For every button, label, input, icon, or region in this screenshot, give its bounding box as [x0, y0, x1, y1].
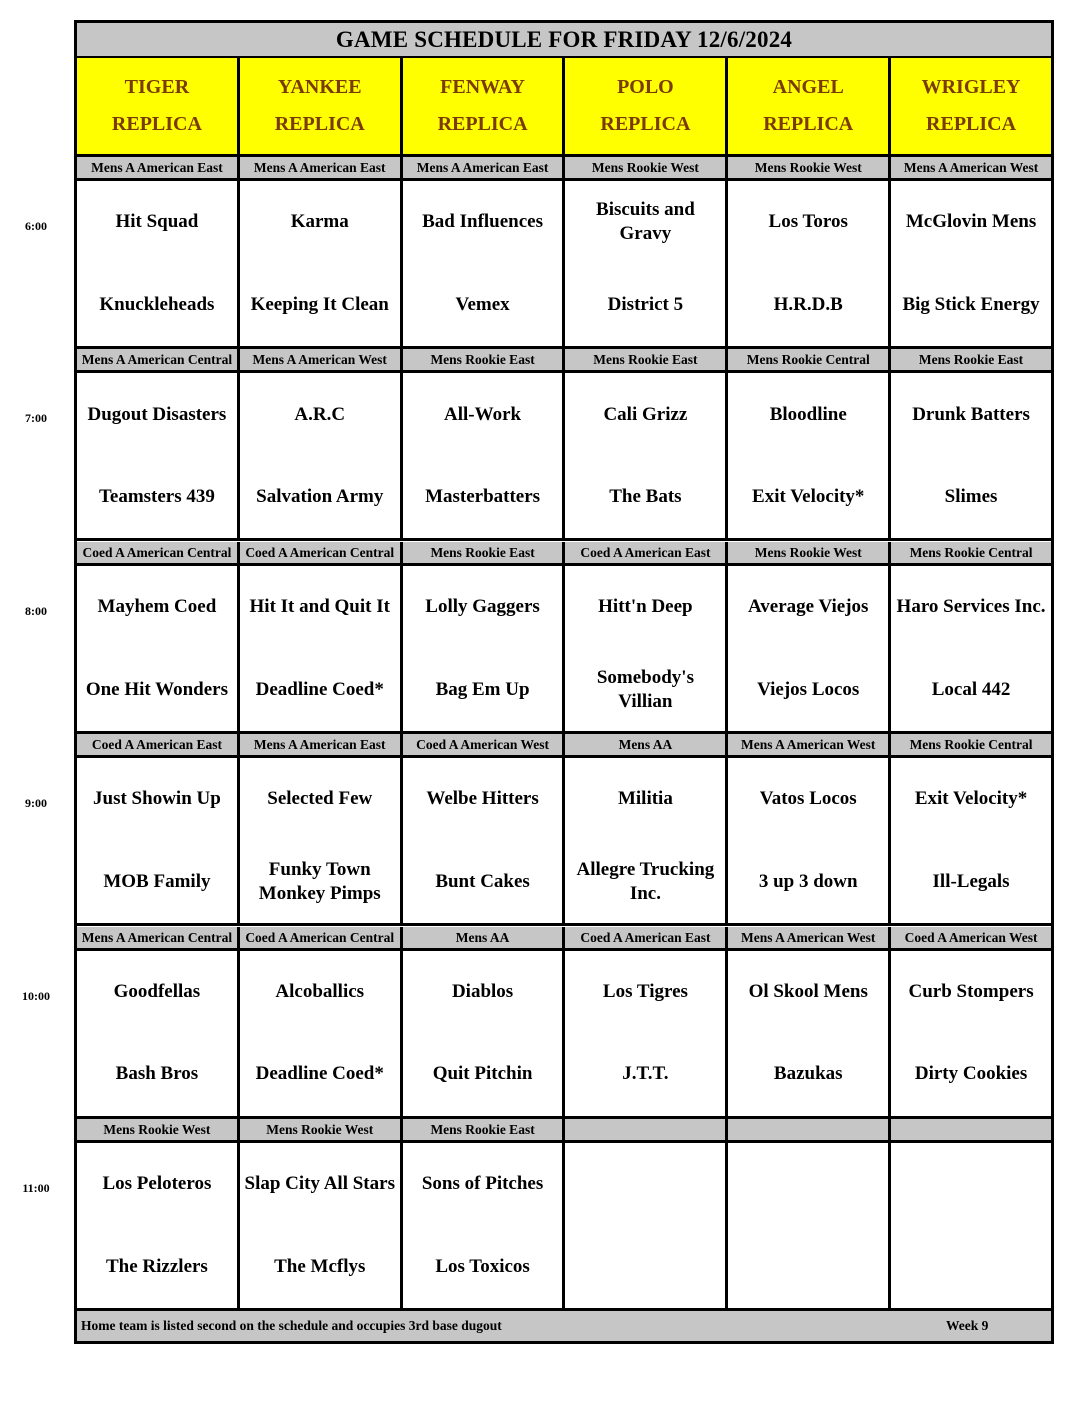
time-slot-block — [77, 157, 1051, 349]
home-team: J.T.T. — [622, 1063, 669, 1085]
division-label: Coed A American East — [77, 734, 240, 755]
game-cell — [728, 758, 891, 923]
home-team: Quit Pitchin — [432, 1063, 533, 1085]
division-label: Mens Rookie East — [565, 349, 728, 370]
division-label: Mens A American Central — [77, 349, 240, 370]
home-team: Viejos Locos — [757, 678, 860, 700]
away-team: Cali Grizz — [603, 403, 688, 425]
division-label: Mens Rookie West — [240, 1119, 403, 1140]
game-cell — [403, 373, 566, 538]
home-team: The Bats — [609, 486, 682, 508]
games-row — [77, 181, 1051, 349]
division-label: Mens A American East — [403, 157, 566, 178]
game-cell — [891, 951, 1051, 1116]
division-label — [565, 1119, 728, 1140]
games-row — [77, 566, 1051, 734]
away-team: Ol Skool Mens — [748, 980, 868, 1002]
home-team: District 5 — [607, 293, 684, 315]
division-label: Mens Rookie West — [728, 157, 891, 178]
division-row — [77, 157, 1051, 181]
away-team: Dugout Disasters — [87, 403, 227, 425]
division-label — [728, 1119, 891, 1140]
game-cell — [403, 951, 566, 1116]
away-team: Average Viejos — [747, 596, 869, 618]
division-label: Coed A American West — [403, 734, 566, 755]
division-label: Mens A American West — [240, 349, 403, 370]
home-team: Ill-Legals — [932, 870, 1010, 892]
division-label: Mens A American West — [903, 160, 1039, 175]
game-cell — [891, 373, 1051, 538]
time-label: 6:00 — [25, 219, 47, 233]
away-team: Welbe Hitters — [426, 788, 539, 810]
field-header-tiger — [77, 58, 240, 154]
footer-note: Home team is listed second on the schedule and occupies 3rd base dugout — [81, 1318, 502, 1333]
time-label: 10:00 — [22, 988, 50, 1003]
home-team: Allegre Trucking Inc. — [576, 858, 715, 904]
game-cell — [891, 758, 1051, 923]
games-row — [77, 951, 1051, 1119]
division-label: Mens Rookie Central — [909, 544, 1033, 560]
game-cell — [728, 1143, 891, 1308]
division-label: Mens Rookie East — [918, 352, 1024, 368]
time-slot-block — [77, 927, 1051, 1119]
field-name: POLO — [617, 76, 674, 98]
division-label: Coed A American West — [904, 929, 1038, 945]
game-cell — [565, 1143, 728, 1308]
game-cell — [403, 758, 566, 923]
home-team — [891, 1226, 1051, 1309]
home-team: Somebody's Villian — [596, 666, 694, 712]
away-team: Just Showin Up — [93, 788, 221, 810]
time-slot-block — [77, 734, 1051, 926]
division-label: Mens Rookie East — [403, 1119, 566, 1140]
away-team: Mayhem Coed — [97, 596, 217, 618]
games-row — [77, 1143, 1051, 1311]
game-cell — [891, 181, 1051, 346]
game-cell — [240, 1143, 403, 1308]
game-cell — [77, 951, 240, 1116]
game-cell — [240, 758, 403, 923]
week-label: Week 9 — [946, 1318, 989, 1333]
away-team: Lolly Gaggers — [425, 596, 540, 618]
home-team: Bunt Cakes — [435, 870, 530, 892]
away-team: Militia — [617, 788, 673, 810]
field-name: TIGER — [124, 76, 190, 98]
away-team: Biscuits and Gravy — [596, 199, 695, 245]
game-cell — [728, 566, 891, 731]
division-label: Coed A American Central — [240, 542, 403, 563]
game-cell — [240, 181, 403, 346]
division-label: Mens A American East — [77, 157, 240, 178]
home-team: Slimes — [944, 486, 998, 508]
away-team: Los Tigres — [602, 980, 688, 1002]
home-team: One Hit Wonders — [85, 678, 228, 700]
home-team: The Mcflys — [274, 1255, 366, 1277]
away-team: McGlovin Mens — [905, 211, 1037, 233]
away-team: Diablos — [451, 980, 514, 1002]
game-cell — [891, 1143, 1051, 1308]
game-cell — [565, 566, 728, 731]
time-slot-block — [77, 1119, 1051, 1311]
away-team: Goodfellas — [113, 980, 201, 1002]
home-team: Funky Town Monkey Pimps — [258, 858, 381, 904]
time-slot-block — [77, 349, 1051, 541]
division-label: Mens Rookie West — [728, 542, 891, 563]
game-cell — [77, 373, 240, 538]
division-label: Mens A American East — [240, 157, 403, 178]
game-cell — [77, 758, 240, 923]
away-team — [891, 1143, 1051, 1226]
division-label: Mens AA — [565, 734, 728, 755]
away-team: Sons of Pitches — [421, 1173, 544, 1195]
home-team: Exit Velocity* — [752, 486, 865, 508]
field-header-wrigley — [891, 58, 1051, 154]
game-cell — [240, 951, 403, 1116]
away-team: Hit It and Quit It — [249, 596, 390, 618]
away-team: Drunk Batters — [912, 403, 1030, 425]
field-header-yankee — [240, 58, 403, 154]
home-team: Bag Em Up — [435, 678, 530, 700]
game-cell — [891, 566, 1051, 731]
home-team: Deadline Coed* — [255, 1063, 384, 1085]
home-team: H.R.D.B — [773, 293, 843, 315]
away-team: Los Peloteros — [102, 1173, 212, 1195]
field-header-angel — [728, 58, 891, 154]
home-team: Salvation Army — [256, 486, 384, 508]
field-type: REPLICA — [926, 113, 1017, 135]
away-team: Hit Squad — [115, 211, 199, 233]
division-label: Mens Rookie East — [403, 542, 566, 563]
home-team: Dirty Cookies — [914, 1063, 1028, 1085]
away-team: Bad Influences — [422, 211, 544, 233]
game-cell — [240, 566, 403, 731]
home-team: The Rizzlers — [106, 1255, 208, 1277]
game-cell — [728, 951, 891, 1116]
division-label: Mens Rookie East — [403, 349, 566, 370]
field-type: REPLICA — [274, 113, 365, 135]
division-label: Coed A American East — [565, 542, 728, 563]
home-team: 3 up 3 down — [758, 870, 858, 892]
division-label: Coed A American East — [565, 927, 728, 948]
home-team: Keeping It Clean — [250, 293, 389, 315]
away-team: Alcoballics — [275, 980, 365, 1002]
division-row — [77, 1119, 1051, 1143]
field-type: REPLICA — [437, 113, 528, 135]
games-row — [77, 373, 1051, 541]
field-name: FENWAY — [440, 76, 525, 98]
game-cell — [77, 181, 240, 346]
home-team: Local 442 — [931, 678, 1011, 700]
away-team: Los Toros — [768, 211, 848, 233]
division-row — [77, 734, 1051, 758]
division-label: Mens A American Central — [77, 927, 240, 948]
games-row — [77, 758, 1051, 926]
time-label: 8:00 — [25, 603, 47, 618]
division-label: Mens Rookie West — [77, 1119, 240, 1140]
division-label: Mens Rookie Central — [909, 737, 1033, 753]
field-name: YANKEE — [277, 76, 362, 98]
home-team: Vemex — [455, 293, 510, 315]
division-label: Mens Rookie West — [565, 157, 728, 178]
field-type: REPLICA — [111, 113, 202, 135]
game-cell — [565, 951, 728, 1116]
home-team: Knuckleheads — [99, 293, 215, 315]
game-cell — [77, 1143, 240, 1308]
game-cell — [77, 566, 240, 731]
schedule-sheet — [74, 20, 1054, 1344]
game-cell — [403, 1143, 566, 1308]
division-label — [891, 1119, 1051, 1140]
away-team: Bloodline — [769, 403, 847, 425]
division-label: Mens A American West — [728, 734, 891, 755]
away-team: All-Work — [444, 403, 522, 425]
away-team — [728, 1143, 888, 1226]
field-name: WRIGLEY — [921, 76, 1021, 98]
division-label: Mens A American West — [728, 927, 891, 948]
home-team: Deadline Coed* — [255, 678, 384, 700]
game-cell — [565, 758, 728, 923]
away-team: Curb Stompers — [908, 980, 1034, 1002]
field-header-polo — [565, 58, 728, 154]
division-label: Coed A American Central — [240, 927, 403, 948]
home-team: Teamsters 439 — [98, 486, 215, 508]
field-header-row — [77, 58, 1051, 157]
home-team: Masterbatters — [425, 486, 541, 508]
away-team: Hitt'n Deep — [598, 596, 693, 618]
home-team: Big Stick Energy — [902, 293, 1040, 315]
time-slot-block — [77, 542, 1051, 734]
schedule-title: GAME SCHEDULE FOR FRIDAY 12/6/2024 — [77, 23, 1051, 58]
away-team: Vatos Locos — [759, 788, 857, 810]
game-cell — [403, 566, 566, 731]
away-team: Selected Few — [267, 788, 373, 810]
home-team: Bazukas — [773, 1063, 843, 1085]
field-header-fenway — [403, 58, 566, 154]
field-type: REPLICA — [600, 113, 691, 135]
field-type: REPLICA — [763, 113, 854, 135]
away-team: A.R.C — [294, 403, 346, 425]
division-label: Mens A American East — [240, 734, 403, 755]
away-team: Slap City All Stars — [244, 1173, 395, 1195]
time-label: 7:00 — [25, 411, 47, 426]
field-name: ANGEL — [772, 76, 844, 98]
home-team: Bash Bros — [115, 1063, 199, 1085]
division-label: Mens Rookie Central — [728, 349, 891, 370]
home-team — [565, 1226, 725, 1309]
game-cell — [240, 373, 403, 538]
away-team — [565, 1143, 725, 1226]
home-team: Los Toxicos — [435, 1255, 530, 1277]
time-label: 9:00 — [25, 796, 47, 811]
game-cell — [565, 373, 728, 538]
time-label: 11:00 — [22, 1181, 50, 1195]
division-label: Mens AA — [403, 927, 566, 948]
home-team: MOB Family — [103, 870, 211, 892]
game-cell — [728, 373, 891, 538]
division-row — [77, 927, 1051, 951]
home-team — [728, 1226, 888, 1309]
division-row — [77, 349, 1051, 373]
away-team: Exit Velocity* — [914, 788, 1028, 810]
division-row — [77, 542, 1051, 566]
away-team: Haro Services Inc. — [896, 596, 1046, 618]
game-cell — [403, 181, 566, 346]
game-cell — [728, 181, 891, 346]
away-team: Karma — [290, 211, 349, 233]
game-cell — [565, 181, 728, 346]
schedule-footer — [77, 1308, 1051, 1341]
division-label: Coed A American Central — [77, 542, 240, 563]
